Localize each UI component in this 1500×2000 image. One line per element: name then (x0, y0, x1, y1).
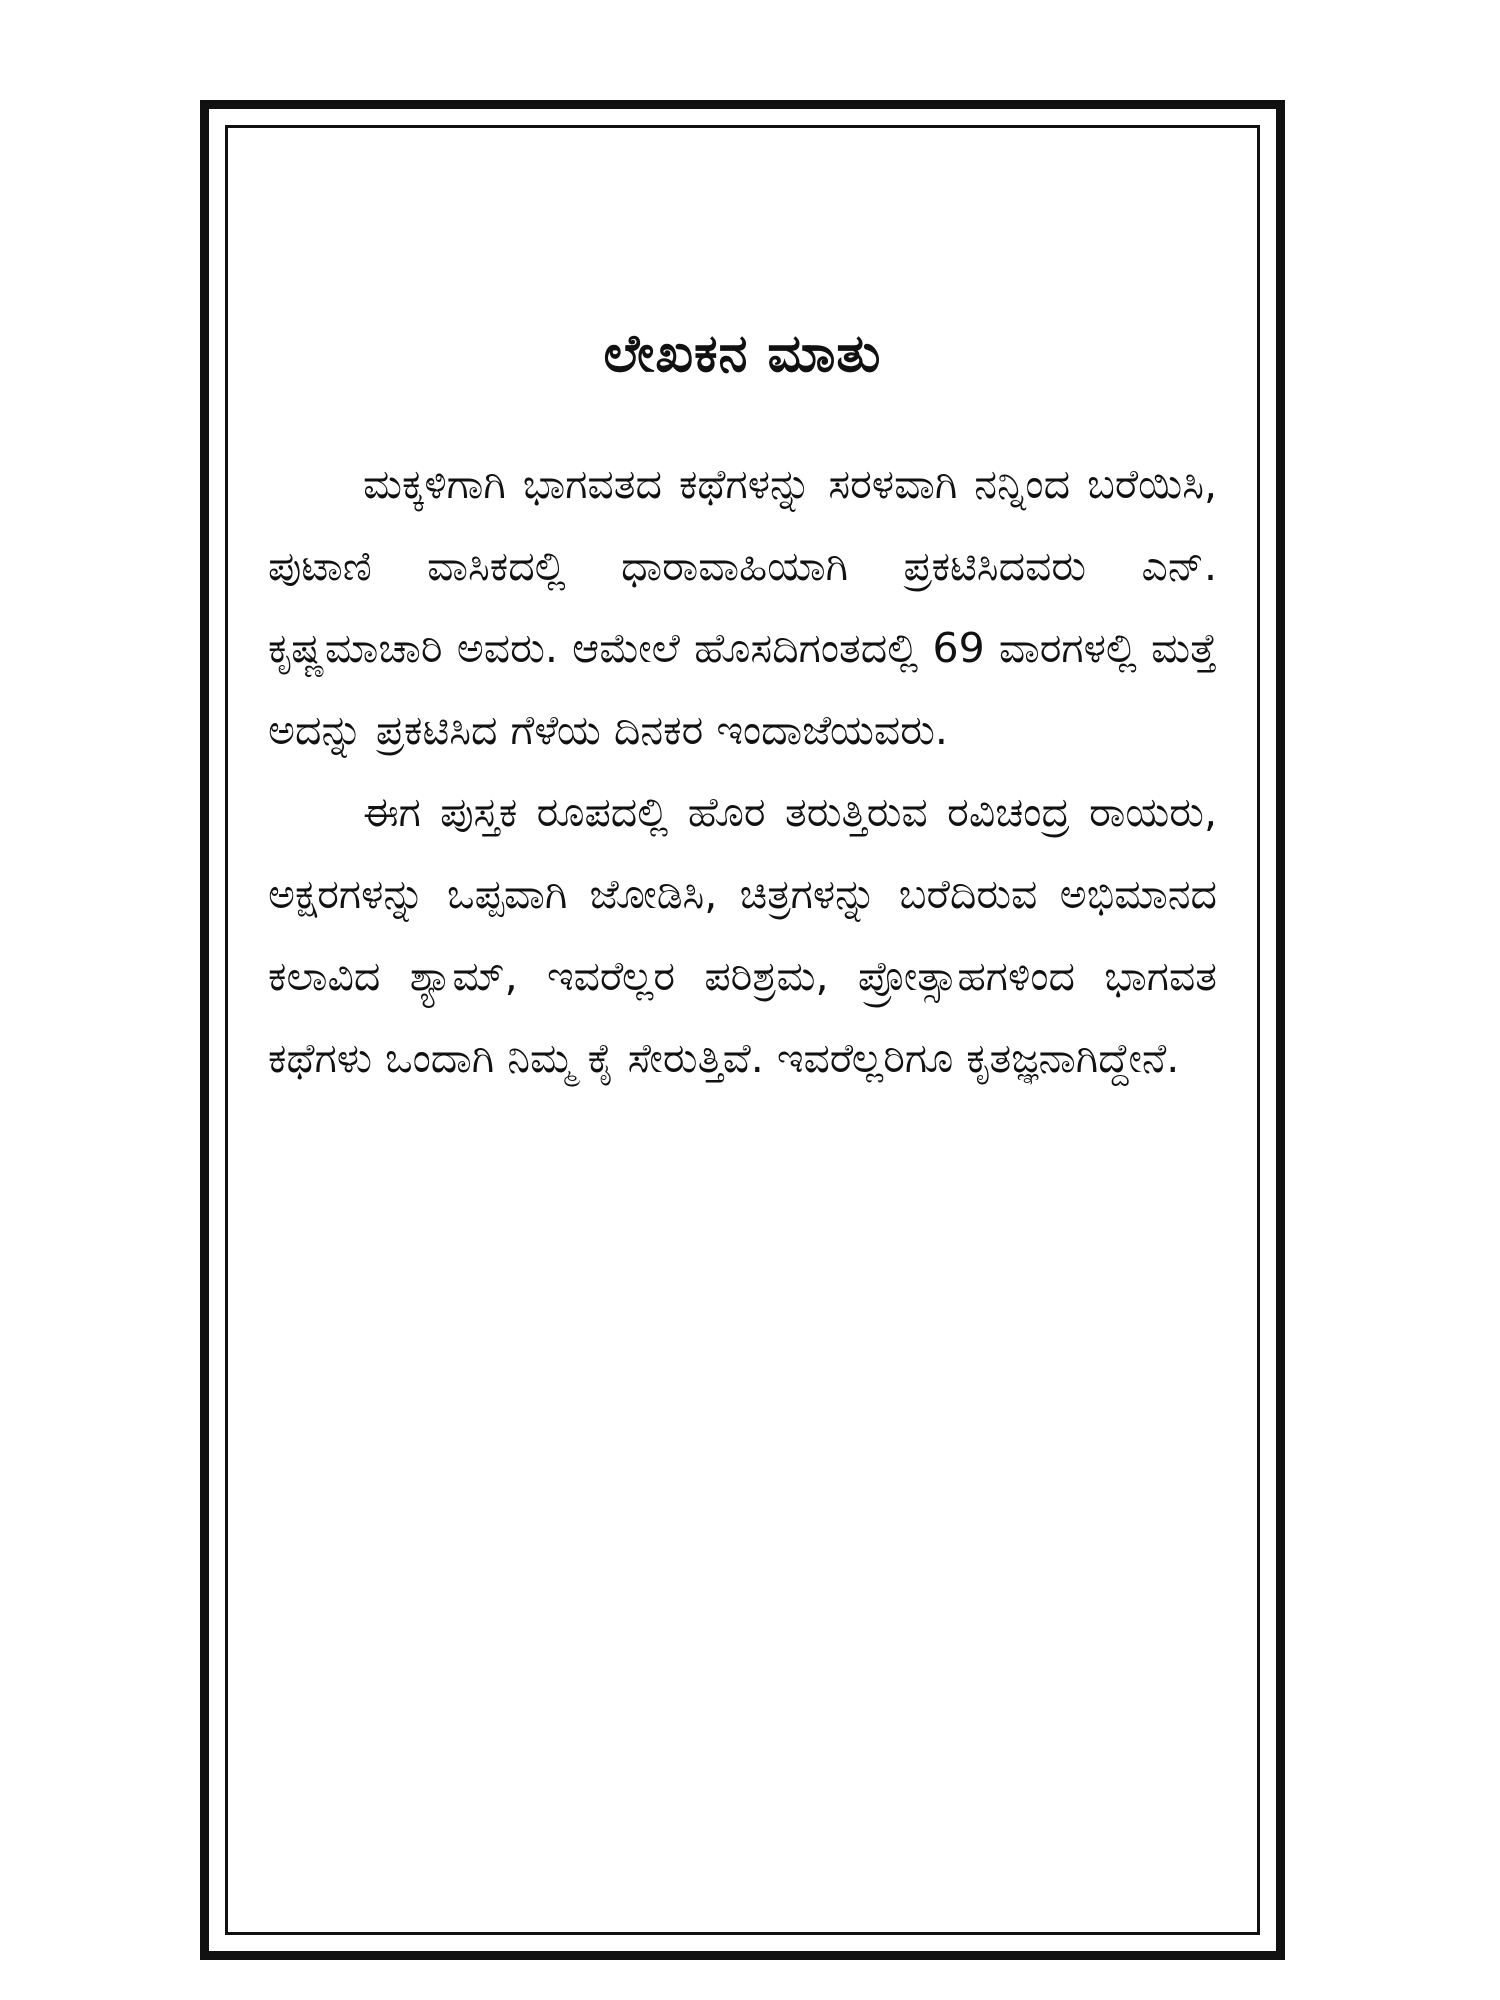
paragraph-1: ಮಕ್ಕಳಿಗಾಗಿ ಭಾಗವತದ ಕಥೆಗಳನ್ನು ಸರಳವಾಗಿ ನನ್ನಿಂದ ಬರೆಯಿಸಿ, ಪುಟಾಣಿ ವಾಸಿಕದಲ್ಲಿ ಧಾರಾವಾಹಿಯಾಗಿ ಪ್ರಕಟಿಸಿದವರು ಎನ್. ಕೃಷ್ಣಮಾಚಾರಿ ಅವರು. ಆಮೇಲೆ ಹೊಸದಿಗಂತದಲ್ಲಿ 69 ವಾರಗಳಲ್ಲಿ ಮತ್ತೆ ಅದನ್ನು ಪ್ರಕಟಿಸಿದ ಗೆಳೆಯ ದಿನಕರ ಇಂದಾಜೆಯವರು. (268, 460, 1217, 754)
page-outer-border (200, 100, 1285, 1960)
body-text (268, 443, 1217, 1099)
page-title: ಲೇಖಕನ ಮಾತು (603, 324, 882, 384)
page-inner-border (225, 125, 1260, 1935)
paragraph-2: ಈಗ ಪುಸ್ತಕ ರೂಪದಲ್ಲಿ ಹೊರ ತರುತ್ತಿರುವ ರವಿಚಂದ್ರ ರಾಯರು, ಅಕ್ಷರಗಳನ್ನು ಒಪ್ಪವಾಗಿ ಜೋಡಿಸಿ, ಚಿತ್ರಗಳನ್ನು ಬರೆದಿರುವ ಅಭಿಮಾನದ ಕಲಾವಿದ ಶ್ಯಾಮ್, ಇವರೆಲ್ಲರ ಪರಿಶ್ರಮ, ಪ್ರೋತ್ಸಾಹಗಳಿಂದ ಭಾಗವತ ಕಥೆಗಳು ಒಂದಾಗಿ ನಿಮ್ಮ ಕೈ ಸೇರುತ್ತಿವೆ. ಇವರೆಲ್ಲರಿಗೂ ಕೃತಜ್ಞನಾಗಿದ್ದೇನೆ. (268, 788, 1217, 1082)
